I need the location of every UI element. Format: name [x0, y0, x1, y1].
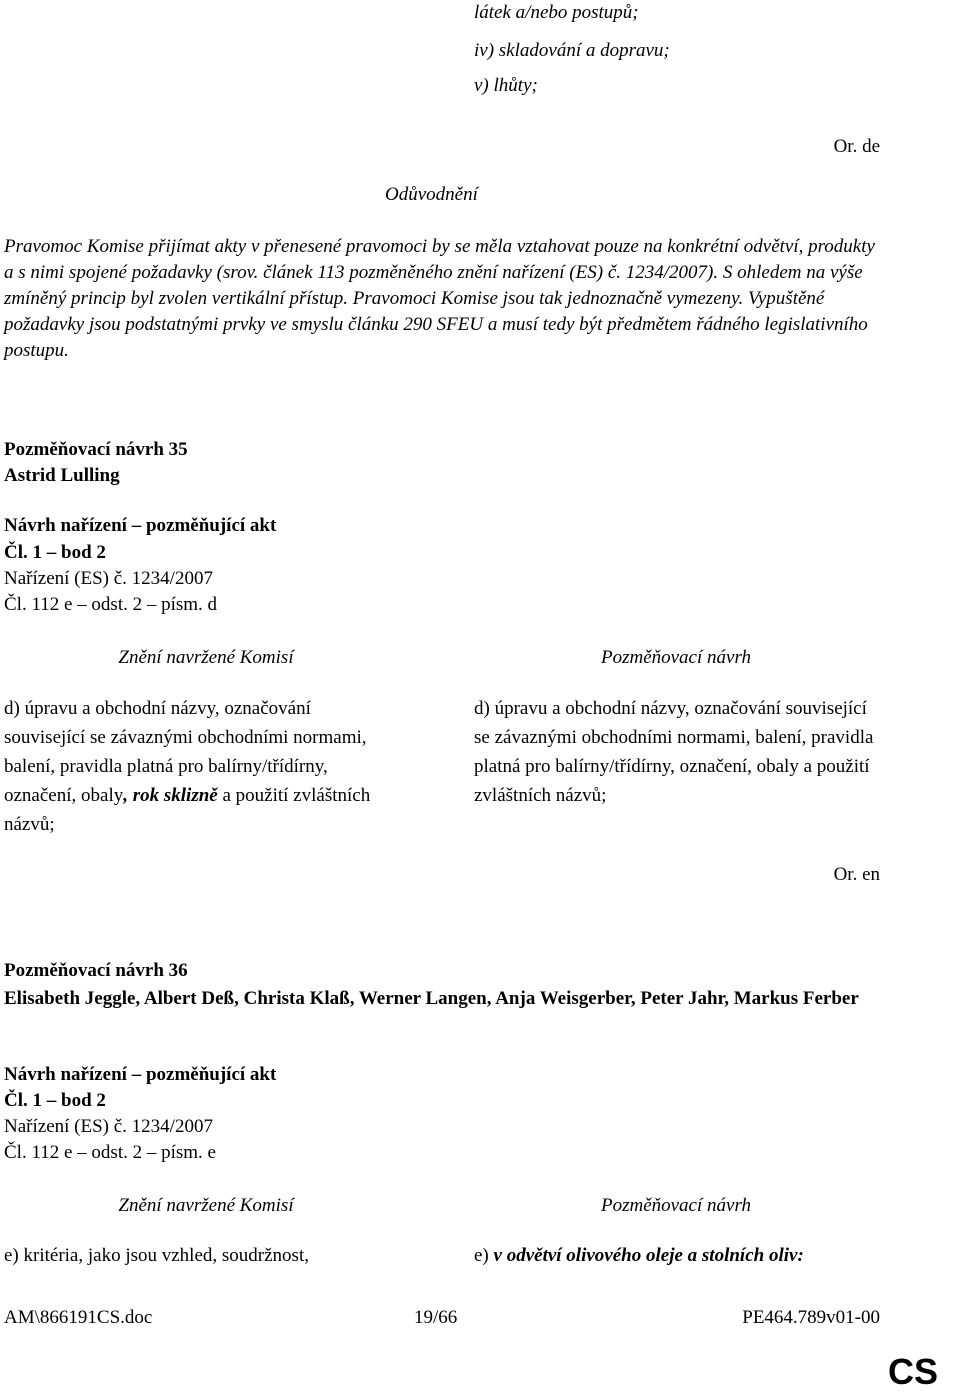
- amendment-36-amended-text: [474, 1243, 804, 1269]
- justification-text: Pravomoc Komise přijímat akty v přenesené pravomoci by se měla vztahovat pouze na konkrétní odvětví, produkty a s nimi spojené požadavky (srov. článek 113 pozměněného znění nařízení (ES) č. 1234/2007). S ohledem na výše zmíněný princip byl zvolen vertikální přístup. Pravomoci Komise jsou tak jednoznačně vymezeny. Vypuštěné požadavky jsou podstatnými prvky ve smyslu článku 290 SFEU a musí tedy být předmětem řádného legislativního postupu.: [4, 236, 875, 361]
- commission-text-part2: a použití zvláštních názvů;: [4, 785, 371, 835]
- commission-text-part1: d) úpravu a obchodní názvy, označování související se závaznými obchodními normami, balení, pravidla platná pro balírny/třídírny, označení, obaly: [4, 698, 367, 806]
- amendment-35-commission-text: [4, 694, 394, 839]
- amendment-35-regulation: Nařízení (ES) č. 1234/2007: [4, 568, 213, 589]
- amendment-36-right-column-heading: Pozměňovací návrh: [600, 1195, 752, 1216]
- amended-text-inserted: v odvětví olivového oleje a stolních oliv:: [493, 1245, 804, 1266]
- footer-doc-ref: AM\866191CS.doc: [4, 1307, 153, 1328]
- footer-pe-ref: PE464.789v01-00: [742, 1307, 880, 1328]
- amendment-35-proposal: Návrh nařízení – pozměňující akt: [4, 515, 277, 536]
- amendment-35-left-column-heading: Znění navržené Komisí: [118, 647, 294, 668]
- amendment-36-left-column-heading: Znění navržené Komisí: [118, 1195, 294, 1216]
- amendment-36-title: Pozměňovací návrh 36: [4, 960, 188, 981]
- amendment-35-authors: Astrid Lulling: [4, 465, 120, 486]
- language-tag: CS: [887, 1351, 938, 1392]
- amendment-36-commission-text: e) kritéria, jako jsou vzhled, soudržnost,: [4, 1245, 309, 1266]
- footer-page-number: 19/66: [414, 1307, 458, 1328]
- amendment-36-regulation: Nařízení (ES) č. 1234/2007: [4, 1116, 213, 1137]
- list-line-deadlines: v) lhůty;: [474, 75, 538, 96]
- amendment-36-authors: Elisabeth Jeggle, Albert Deß, Christa Klaß, Werner Langen, Anja Weisgerber, Peter Jahr, Markus Ferber: [4, 988, 859, 1009]
- amendment-36-article: Čl. 1 – bod 2: [4, 1090, 106, 1111]
- amendment-35-right-column-heading: Pozměňovací návrh: [600, 647, 752, 668]
- origin-language-en: Or. en: [833, 864, 880, 885]
- amendment-36-point: Čl. 112 e – odst. 2 – písm. e: [4, 1142, 216, 1163]
- list-line-substances: látek a/nebo postupů;: [474, 2, 639, 23]
- origin-language-de: Or. de: [833, 136, 880, 157]
- amendment-35-amended-text: d) úpravu a obchodní názvy, označování související se závaznými obchodními normami, balení, pravidla platná pro balírny/třídírny, označení, obaly a použití zvláštních názvů;: [474, 698, 874, 806]
- justification-heading: Odůvodnění: [385, 184, 478, 205]
- amendment-35-article: Čl. 1 – bod 2: [4, 542, 106, 563]
- commission-text-deleted: , rok sklizně: [123, 785, 218, 806]
- amended-text-prefix: e): [474, 1245, 494, 1266]
- amendment-35-point: Čl. 112 e – odst. 2 – písm. d: [4, 594, 218, 615]
- amendment-35-title: Pozměňovací návrh 35: [4, 439, 188, 460]
- amendment-36-proposal: Návrh nařízení – pozměňující akt: [4, 1064, 277, 1085]
- list-line-storage: iv) skladování a dopravu;: [474, 40, 670, 61]
